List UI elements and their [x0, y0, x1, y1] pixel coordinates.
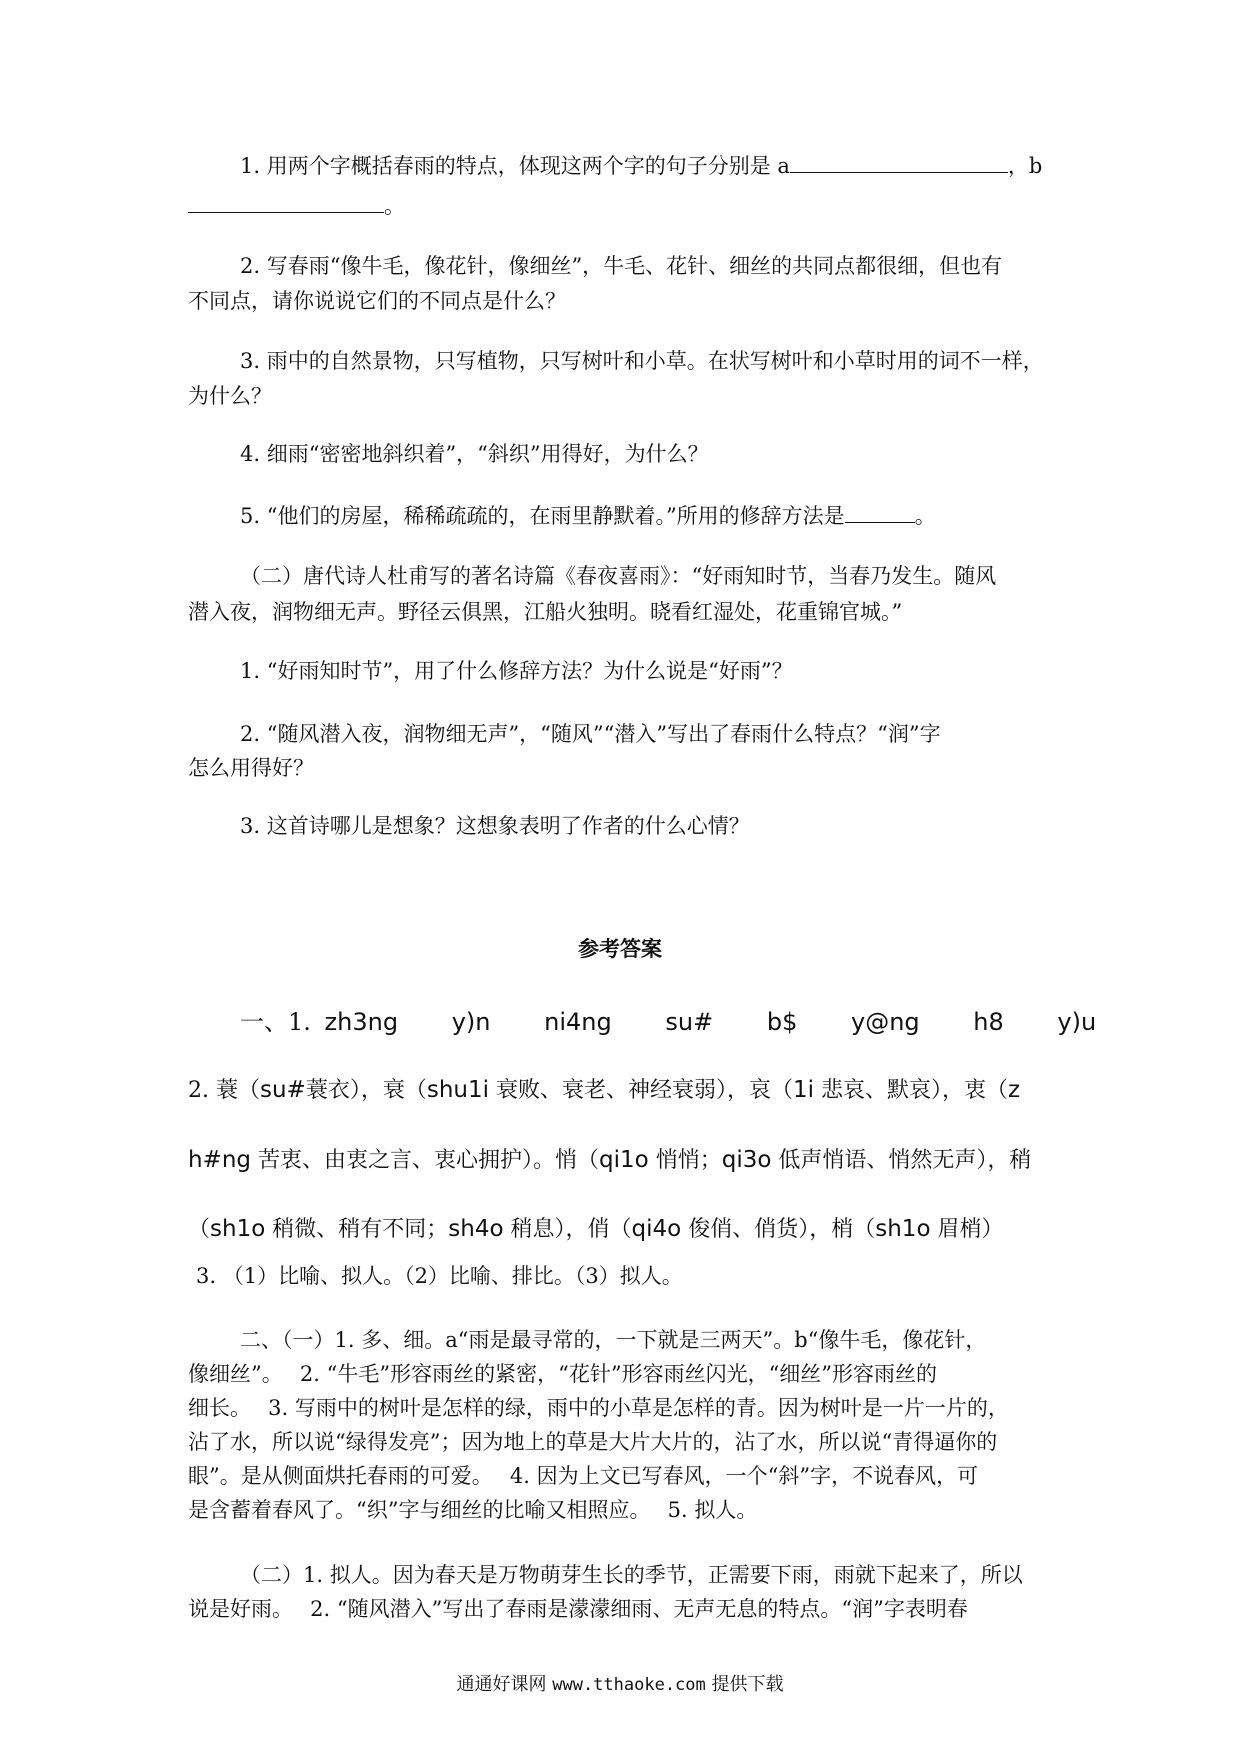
text-run: 悲哀、默哀），衷（: [814, 1078, 1009, 1103]
text-run: 衰败、衰老、神经衰弱），哀（: [489, 1078, 794, 1103]
footer-suffix: 提供下载: [711, 1674, 784, 1695]
pinyin-text: qi1o: [599, 1147, 649, 1173]
pinyin-text: 1i: [793, 1077, 815, 1103]
pinyin-text: su#: [259, 1077, 306, 1103]
answer-1-prefix: 一、1.: [240, 1008, 311, 1036]
question-1: [240, 150, 1042, 182]
text-run: 稍微、稍有不同；: [265, 1217, 449, 1242]
answers-title: 参考答案: [578, 936, 662, 961]
answer-1-pinyin-row: [240, 1004, 1096, 1040]
answer-c-line-1: （二）1. 拟人。因为春天是万物萌芽生长的季节，正需要下雨，雨就下起来了，所以: [240, 1563, 1023, 1587]
question-5: [240, 500, 936, 532]
pinyin-text: qi4o: [631, 1216, 682, 1242]
pinyin-text: qi3o: [721, 1147, 772, 1173]
answer-c-line-2: 说是好雨。 2. “随风潜入”写出了春雨是濛濛细雨、无声无息的特点。“润”字表明春: [188, 1597, 968, 1621]
pinyin-item: su#: [665, 1008, 714, 1036]
poem-intro-line-2: 潜入夜，润物细无声。野径云俱黑，江船火独明。晓看红湿处，花重锦官城。”: [188, 600, 903, 624]
text-run: 俊俏、俏货），梢（: [681, 1217, 876, 1242]
footer-url[interactable]: www.tthaoke.com: [552, 1675, 706, 1695]
poem-question-1: 1. “好雨知时节”，用了什么修辞方法？为什么说是“好雨”？: [240, 659, 793, 683]
question-2-line-2: 不同点，请你说说它们的不同点是什么？: [188, 289, 566, 313]
page-footer: [0, 1672, 1240, 1698]
pinyin-text: shu1i: [426, 1077, 490, 1103]
pinyin-item: zh3ng: [324, 1008, 399, 1036]
question-5-text: 5. “他们的房屋，稀稀疏疏的，在雨里静默着。”所用的修辞方法是: [240, 504, 845, 528]
question-2-line-1: 2. 写春雨“像牛毛，像花针，像细丝”，牛毛、花针、细丝的共同点都很细，但也有: [240, 254, 1003, 278]
question-1-continued: [188, 190, 405, 222]
poem-intro-line-1: （二）唐代诗人杜甫写的著名诗篇《春夜喜雨》：“好雨知时节，当春乃发生。随风: [240, 564, 997, 588]
pinyin-item: h8: [973, 1008, 1004, 1036]
answer-3: 3. （1）比喻、拟人。（2）比喻、排比。（3）拟人。: [196, 1264, 683, 1288]
question-5-end: 。: [914, 504, 936, 528]
question-1-end: 。: [384, 194, 405, 218]
poem-question-2-line-2: 怎么用得好？: [188, 756, 314, 780]
pinyin-item: y)n: [451, 1008, 491, 1036]
text-run: 苦衷、由衷之言、衷心拥护）。悄（: [251, 1148, 600, 1173]
text-run: 蓑衣），衰（: [305, 1078, 427, 1103]
answer-2-line-2: [188, 1143, 1031, 1178]
pinyin-item: b$: [766, 1008, 798, 1036]
question-3-line-1: 3. 雨中的自然景物，只写植物，只写树叶和小草。在状写树叶和小草时用的词不一样，: [240, 349, 1044, 373]
answer-b-line-1: 二、（一）1. 多、细。a“雨是最寻常的，一下就是三两天”。b“像牛毛，像花针，: [240, 1328, 987, 1352]
answer-blank-a: [790, 172, 1008, 173]
question-3-line-2: 为什么？: [188, 384, 272, 408]
pinyin-item: ni4ng: [544, 1008, 612, 1036]
text-run: 2. 蓑（: [188, 1078, 260, 1103]
question-1-separator: ，b: [1007, 154, 1043, 178]
text-run: 悄悄；: [648, 1148, 722, 1173]
text-run: 稍息），俏（: [503, 1217, 632, 1242]
text-run: 眉梢）: [930, 1217, 1004, 1242]
answer-b-line-4: 沾了水，所以说“绿得发亮”；因为地上的草是大片大片的，沾了水，所以说“青得逼你的: [188, 1430, 998, 1454]
pinyin-text: sh1o: [875, 1216, 931, 1242]
answer-2-line-1: [188, 1073, 1020, 1108]
text-run: 低声悄语、悄然无声），稍: [771, 1148, 1032, 1173]
answer-b-line-3: 细长。 3. 写雨中的树叶是怎样的绿，雨中的小草是怎样的青。因为树叶是一片一片的，: [188, 1396, 1009, 1420]
answer-blank-rhetoric: [845, 522, 915, 523]
question-4: 4. 细雨“密密地斜织着”，“斜织”用得好，为什么？: [240, 442, 709, 466]
poem-question-3: 3. 这首诗哪儿是想象？这想象表明了作者的什么心情？: [240, 814, 750, 838]
question-1-text: 1. 用两个字概括春雨的特点，体现这两个字的句子分别是 a: [240, 154, 790, 178]
pinyin-text: sh1o: [210, 1216, 266, 1242]
answer-b-line-6: 是含蓄着春风了。“织”字与细丝的比喻又相照应。 5. 拟人。: [188, 1498, 758, 1522]
poem-question-2-line-1: 2. “随风潜入夜，润物细无声”，“随风”“潜入”写出了春雨什么特点？“润”字: [240, 722, 941, 746]
answer-b-line-2: 像细丝”。 2. “牛毛”形容雨丝的紧密，“花针”形容雨丝闪光，“细丝”形容雨丝的: [188, 1362, 938, 1386]
pinyin-item: y@ng: [851, 1008, 920, 1036]
pinyin-item: y)u: [1057, 1008, 1097, 1036]
text-run: （: [188, 1217, 211, 1242]
answer-2-line-3: [188, 1212, 1004, 1247]
pinyin-text: sh4o: [448, 1216, 504, 1242]
pinyin-text: h#ng: [188, 1147, 252, 1173]
pinyin-text: z: [1008, 1077, 1021, 1103]
answer-b-line-5: 眼”。是从侧面烘托春雨的可爱。 4. 因为上文已写春风，一个“斜”字，不说春风，可: [188, 1464, 979, 1488]
answer-blank-b: [188, 212, 384, 213]
footer-site-name: 通通好课网: [456, 1674, 547, 1695]
